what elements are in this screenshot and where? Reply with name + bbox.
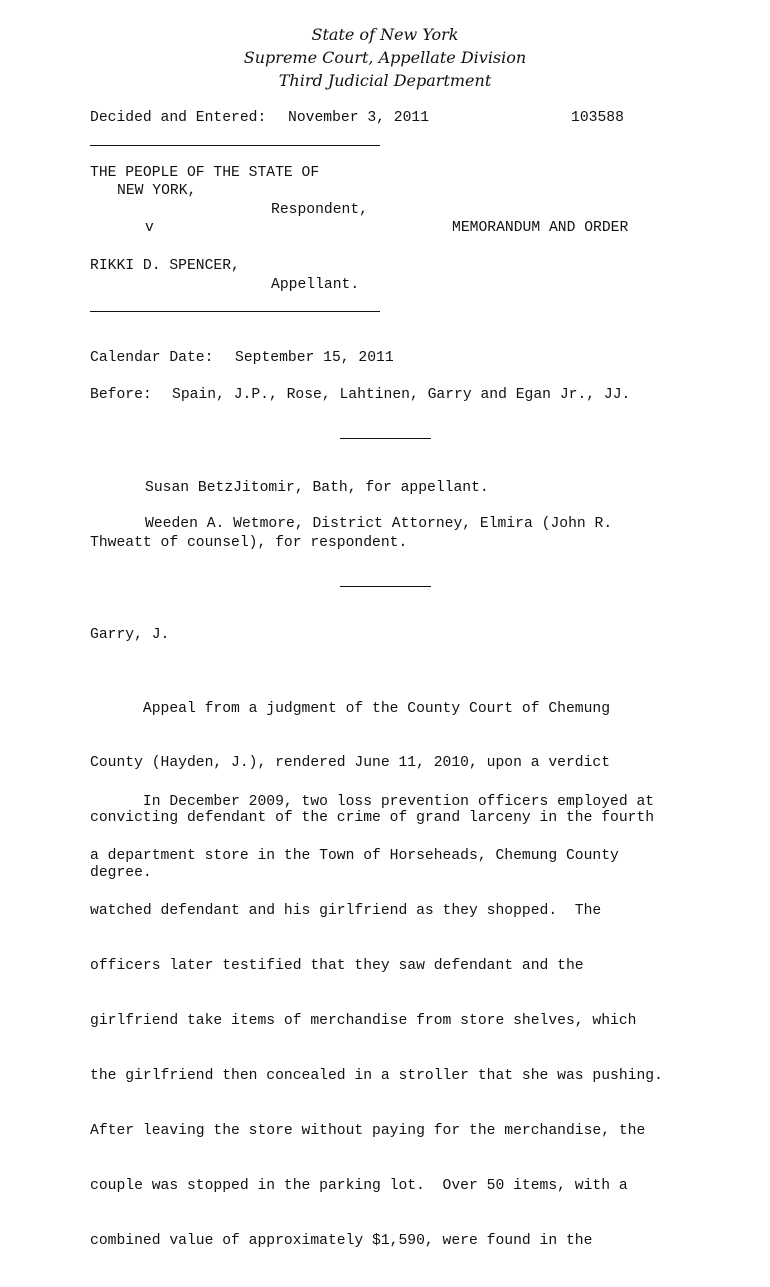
- respondent-counsel-line1: Weeden A. Wetmore, District Attorney, Elmira (John R.: [145, 516, 613, 532]
- paragraph-line: officers later testified that they saw defendant and the: [90, 958, 584, 975]
- calendar-label: Calendar Date:: [90, 350, 214, 366]
- party2-role: Appellant.: [271, 277, 360, 293]
- caption-bottom-rule: [90, 311, 380, 312]
- separator-rule-1: [340, 438, 431, 439]
- court-name: Supreme Court, Appellate Division: [243, 48, 527, 67]
- paragraph-line: County (Hayden, J.), rendered June 11, 2010, upon a verdict: [90, 755, 611, 772]
- caption-top-rule: [90, 145, 380, 146]
- paragraph-line: watched defendant and his girlfriend as they shopped. The: [90, 903, 602, 920]
- court-department: Third Judicial Department: [278, 71, 492, 90]
- paragraph-line: In December 2009, two loss prevention officers employed at: [90, 793, 655, 810]
- calendar-date: September 15, 2011: [235, 350, 394, 366]
- party2-name: RIKKI D. SPENCER,: [90, 258, 240, 274]
- paragraph-line: After leaving the store without paying for the merchandise, the: [90, 1122, 646, 1139]
- separator-rule-2: [340, 586, 431, 587]
- panel-judges: Spain, J.P., Rose, Lahtinen, Garry and Egan Jr., JJ.: [172, 387, 631, 403]
- paragraph-line: the girlfriend then concealed in a stroller that she was pushing.: [90, 1068, 663, 1085]
- before-label: Before:: [90, 387, 152, 403]
- party1-name-line2: NEW YORK,: [117, 183, 197, 199]
- party1-name-line1: THE PEOPLE OF THE STATE OF: [90, 165, 320, 181]
- paragraph-line: combined value of approximately $1,590, were found in the: [90, 1232, 593, 1249]
- party1-role: Respondent,: [271, 202, 368, 218]
- paragraph-line: couple was stopped in the parking lot. Over 50 items, with a: [90, 1177, 628, 1194]
- order-title: MEMORANDUM AND ORDER: [452, 220, 629, 236]
- opinion-author: Garry, J.: [90, 627, 170, 643]
- paragraph-line: degree.: [90, 865, 152, 882]
- appellant-counsel: Susan BetzJitomir, Bath, for appellant.: [145, 480, 489, 496]
- decided-date: November 3, 2011: [288, 110, 430, 126]
- paragraph-line: Appeal from a judgment of the County Court of Chemung: [90, 700, 611, 717]
- paragraph-line: convicting defendant of the crime of grand larceny in the fourth: [90, 810, 655, 827]
- docket-number: 103588: [571, 110, 624, 126]
- opinion-paragraph-2: [90, 756, 663, 1287]
- respondent-counsel-line2: Thweatt of counsel), for respondent.: [90, 535, 408, 551]
- court-state: State of New York: [311, 25, 459, 44]
- paragraph-line: girlfriend take items of merchandise from store shelves, which: [90, 1013, 637, 1030]
- decided-label: Decided and Entered:: [90, 110, 267, 126]
- paragraph-line: a department store in the Town of Horseheads, Chemung County: [90, 848, 619, 865]
- versus: v: [145, 220, 154, 236]
